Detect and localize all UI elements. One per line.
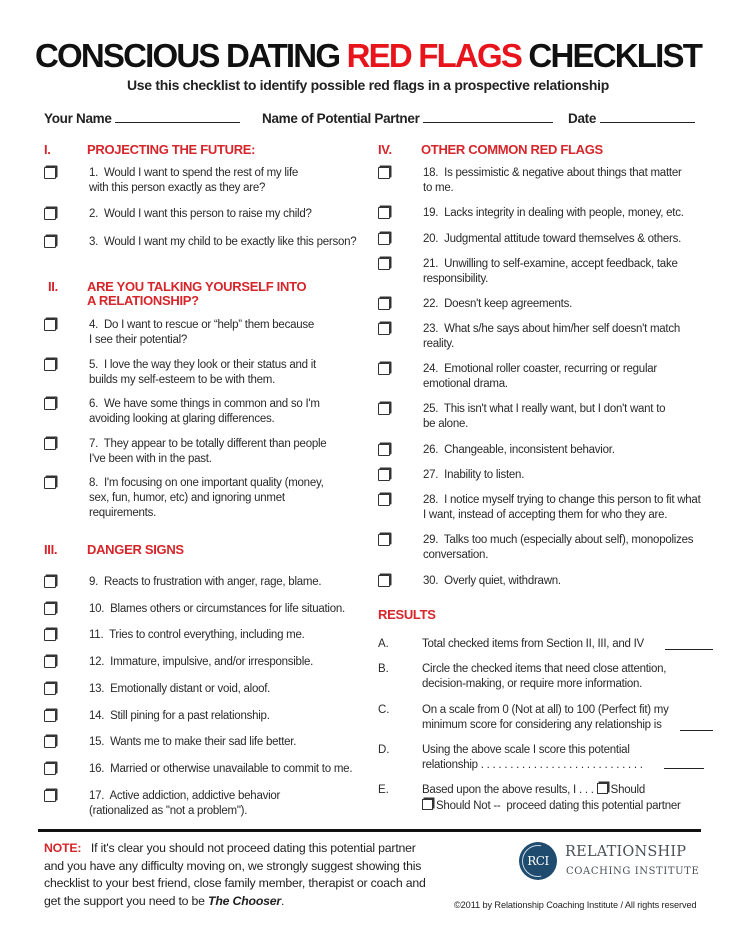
item-text: 25. This isn't what I really want, but I don't want to be alone.: [423, 403, 666, 430]
result-letter: B.: [378, 663, 389, 675]
checkbox[interactable]: [378, 363, 390, 375]
checkbox[interactable]: [44, 208, 56, 220]
item-text: 14. Still pining for a past relationship.: [89, 710, 270, 722]
results-heading: RESULTS: [378, 607, 436, 622]
rci-logo-icon: RCI: [519, 842, 557, 880]
checkbox[interactable]: [378, 444, 390, 456]
item-text: 18. Is pessimistic & negative about things that matter to me.: [423, 167, 682, 194]
item-text: 21. Unwilling to self-examine, accept feedback, take responsibility.: [423, 258, 678, 285]
checkbox[interactable]: [44, 603, 56, 615]
item-text: 23. What s/he says about him/her self doesn't match reality.: [423, 323, 681, 350]
your-name-blank[interactable]: [115, 110, 240, 123]
checkbox[interactable]: [44, 736, 56, 748]
should-not-label: Should Not -- proceed dating this potential partner: [436, 800, 681, 812]
note-label: NOTE:: [44, 841, 82, 855]
score-blank[interactable]: [664, 756, 704, 769]
result-text-line2: relationship . . . . . . . . . . . . . . . . . . . . . . . . . . . .: [422, 759, 643, 771]
item-text: 30. Overly quiet, withdrawn.: [423, 575, 561, 587]
divider: [38, 829, 701, 832]
result-text-line2: minimum score for considering any relationship is: [422, 719, 662, 731]
date-blank[interactable]: [600, 110, 695, 123]
section-number: I.: [44, 142, 51, 157]
result-text-line1: Using the above scale I score this potential: [422, 744, 630, 756]
total-blank[interactable]: [665, 637, 713, 650]
min-score-blank[interactable]: [680, 718, 713, 731]
item-text: 6. We have some things in common and so I'm avoiding looking at glaring differences.: [89, 398, 320, 425]
item-text: 5. I love the way they look or their status and it builds my self-esteem to be with them.: [89, 359, 316, 386]
copyright: ©2011 by Relationship Coaching Institute / All rights reserved: [454, 900, 697, 910]
should-checkbox[interactable]: [597, 783, 608, 794]
item-text: 29. Talks too much (especially about self), monopolizes conversation.: [423, 534, 694, 561]
checkbox[interactable]: [44, 167, 56, 179]
note-text: If it's clear you should not proceed dating this potential partner and you have any difficulty moving on, we strongly suggest showing this checklist to your best friend, close family member, therapist or coach and get the support you need to be: [44, 841, 426, 908]
item-text: 15. Wants me to make their sad life better.: [89, 736, 297, 748]
your-name-label: Your Name: [44, 111, 112, 126]
item-text: 1. Would I want to spend the rest of my life with this person exactly as they are?: [89, 167, 299, 194]
note-emphasis: The Chooser: [208, 893, 282, 908]
org-name-line1: RELATIONSHIP: [565, 844, 687, 860]
checkbox[interactable]: [44, 359, 56, 371]
item-text: 13. Emotionally distant or void, aloof.: [89, 683, 271, 695]
partner-name-blank[interactable]: [423, 110, 553, 123]
result-text: Total checked items from Section II, III, and IV: [422, 638, 644, 650]
result-text: Circle the checked items that need close attention, decision-making, or require more information.: [422, 663, 667, 690]
partner-name-field[interactable]: [262, 110, 553, 126]
result-text-line2: [422, 799, 681, 814]
date-label: Date: [568, 111, 597, 126]
section-number: III.: [44, 542, 58, 557]
checkbox[interactable]: [378, 207, 390, 219]
section-title-line1: ARE YOU TALKING YOURSELF INTO: [87, 279, 307, 294]
item-text: 2. Would I want this person to raise my child?: [89, 208, 312, 220]
checkbox[interactable]: [44, 319, 56, 331]
section-title: DANGER SIGNS: [87, 542, 184, 557]
result-text-line1: [422, 783, 645, 798]
item-text: 12. Immature, impulsive, and/or irresponsible.: [89, 656, 314, 668]
checkbox[interactable]: [44, 477, 56, 489]
item-text: 16. Married or otherwise unavailable to commit to me.: [89, 763, 353, 775]
checkbox[interactable]: [378, 167, 390, 179]
title-part2: CHECKLIST: [521, 37, 702, 74]
section-number: IV.: [378, 142, 392, 157]
checkbox[interactable]: [44, 763, 56, 775]
subtitle: Use this checklist to identify possible red flags in a prospective relationship: [127, 77, 609, 93]
should-not-checkbox[interactable]: [422, 799, 433, 810]
title-red-part: RED FLAGS: [346, 37, 522, 74]
checkbox[interactable]: [44, 398, 56, 410]
checkbox[interactable]: [44, 438, 56, 450]
checkbox[interactable]: [378, 403, 390, 415]
result-letter: D.: [378, 744, 390, 756]
item-text: 17. Active addiction, addictive behavior (rationalized as "not a problem").: [89, 790, 281, 817]
result-letter: E.: [378, 784, 389, 796]
section-title-line2: A RELATIONSHIP?: [87, 293, 199, 308]
item-text: 24. Emotional roller coaster, recurring or regular emotional drama.: [423, 363, 657, 390]
checkbox[interactable]: [378, 298, 390, 310]
result-e-text: Based upon the above results, I . . .: [422, 784, 594, 796]
item-text: 10. Blames others or circumstances for life situation.: [89, 603, 345, 615]
item-text: 7. They appear to be totally different than people I've been with in the past.: [89, 438, 327, 465]
item-text: 4. Do I want to rescue or “help” them because I see their potential?: [89, 319, 315, 346]
item-text: 3. Would I want my child to be exactly like this person?: [89, 236, 357, 248]
checkbox[interactable]: [44, 656, 56, 668]
checkbox[interactable]: [378, 258, 390, 270]
item-text: 26. Changeable, inconsistent behavior.: [423, 444, 615, 456]
result-letter: C.: [378, 704, 390, 716]
section-title: PROJECTING THE FUTURE:: [87, 142, 256, 157]
item-text: 22. Doesn't keep agreements.: [423, 298, 573, 310]
note-end: .: [281, 893, 285, 908]
item-text: 8. I'm focusing on one important quality (money, sex, fun, humor, etc) and ignoring unmet requirements.: [89, 477, 324, 519]
item-text: 11. Tries to control everything, including me.: [89, 629, 305, 641]
note-paragraph: [44, 840, 434, 910]
checkbox[interactable]: [44, 683, 56, 695]
checkbox[interactable]: [44, 790, 56, 802]
section-number: II.: [48, 279, 58, 294]
item-text: 28. I notice myself trying to change this person to fit what I want, instead of accepting them for who they are.: [423, 494, 701, 521]
item-text: 27. Inability to listen.: [423, 469, 525, 481]
checkbox[interactable]: [378, 469, 390, 481]
item-text: 9. Reacts to frustration with anger, rage, blame.: [89, 576, 322, 588]
section-title: OTHER COMMON RED FLAGS: [421, 142, 603, 157]
checkbox[interactable]: [44, 236, 56, 248]
checkbox[interactable]: [44, 710, 56, 722]
title-part1: CONSCIOUS DATING: [34, 37, 347, 74]
partner-name-label: Name of Potential Partner: [262, 111, 420, 126]
result-text-line1: On a scale from 0 (Not at all) to 100 (Perfect fit) my: [422, 704, 669, 716]
checkbox[interactable]: [44, 576, 56, 588]
org-name-line2: COACHING INSTITUTE: [566, 866, 700, 877]
checkbox[interactable]: [378, 494, 390, 506]
checkbox[interactable]: [378, 323, 390, 335]
checkbox[interactable]: [378, 534, 390, 546]
item-text: 19. Lacks integrity in dealing with people, money, etc.: [423, 207, 684, 219]
checkbox[interactable]: [378, 233, 390, 245]
checkbox[interactable]: [44, 629, 56, 641]
should-label: Should: [610, 784, 645, 796]
date-field[interactable]: [568, 110, 695, 126]
your-name-field[interactable]: [44, 110, 240, 126]
page-title: [30, 34, 706, 78]
checkbox[interactable]: [378, 575, 390, 587]
item-text: 20. Judgmental attitude toward themselves & others.: [423, 233, 682, 245]
result-letter: A.: [378, 638, 389, 650]
